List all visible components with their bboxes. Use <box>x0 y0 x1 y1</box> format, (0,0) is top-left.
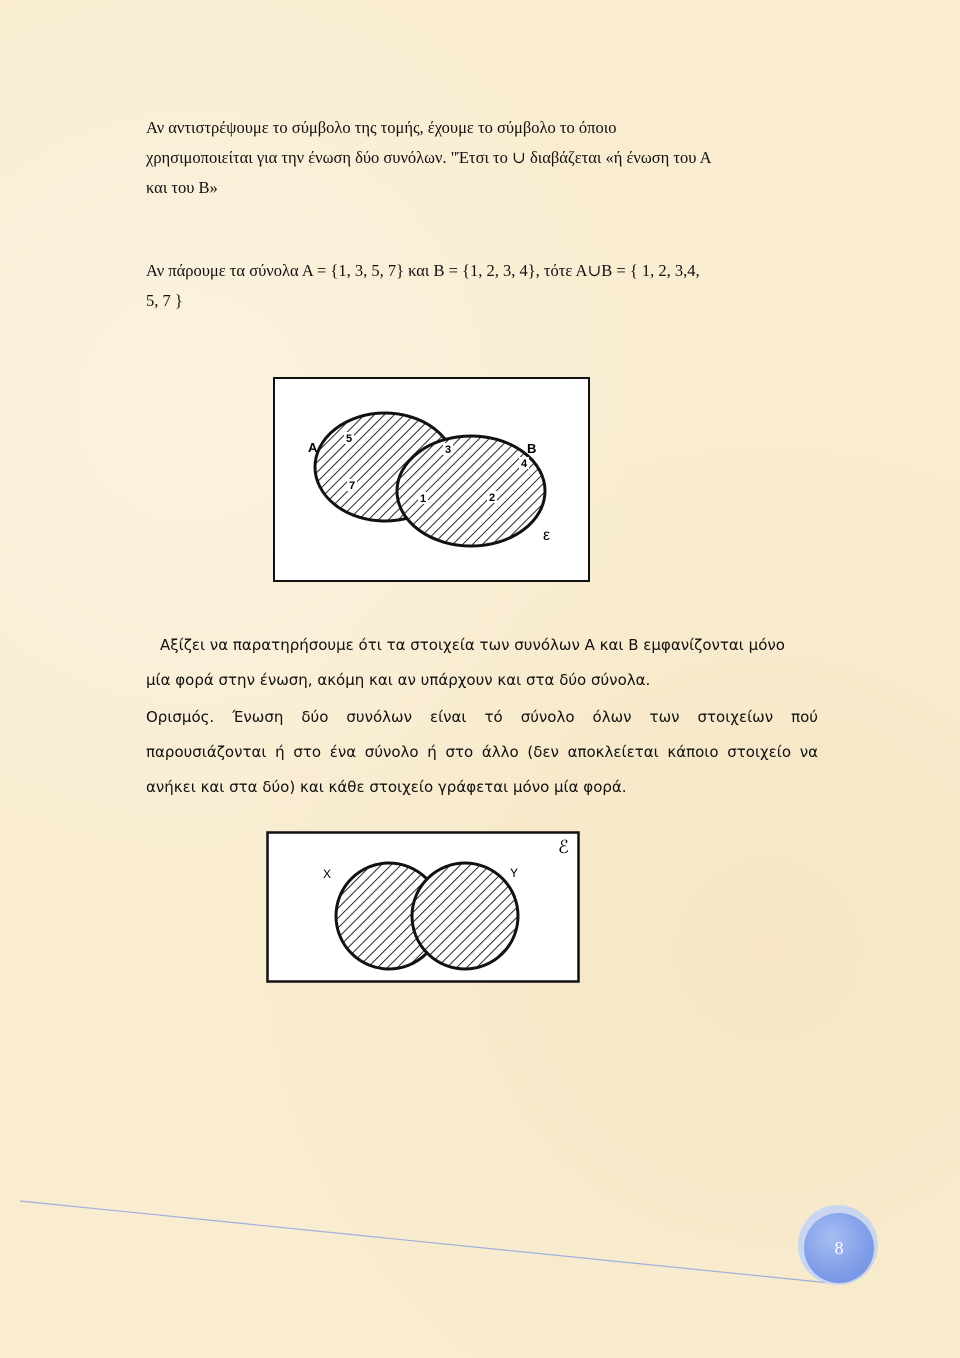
definition-line-3: ανήκει και στα δύο) και κάθε στοιχείο γράφεται μόνο μία φορά. <box>146 778 627 796</box>
definition-line-1: Ορισμός. Ένωση δύο συνόλων είναι τό σύνολο όλων των στοιχείων πού <box>146 708 818 726</box>
element-label: 2 <box>489 492 496 504</box>
set-b-label: B <box>527 441 537 456</box>
set-a-label: A <box>308 440 318 455</box>
intro-paragraph <box>146 113 816 203</box>
intro-line-2: χρησιμοποιείται για την ένωση δύο συνόλων. "Έτσι το ∪ διαβάζεται «ή ένωση του Α <box>146 148 712 167</box>
intro-line-3: και του Β» <box>146 178 218 197</box>
example-paragraph <box>146 256 816 316</box>
observation-line-1: Αξίζει να παρατηρήσουμε ότι τα στοιχεία των συνόλων Α και Β εμφανίζονται μόνο <box>160 636 785 654</box>
example-line-1: Αν πάρουμε τα σύνολα Α = {1, 3, 5, 7} και Β = {1, 2, 3, 4}, τότε Α∪Β = { 1, 2, 3,4, <box>146 261 700 280</box>
set-b-ellipse <box>397 436 545 546</box>
element-label: 3 <box>445 444 452 456</box>
page-number-badge <box>804 1213 874 1283</box>
set-x-label: X <box>323 867 332 881</box>
intro-line-1: Αν αντιστρέψουμε το σύμβολο της τομής, έχουμε το σύμβολο το όποιο <box>146 118 617 137</box>
page-number: 8 <box>834 1237 844 1258</box>
element-label: 7 <box>349 480 356 492</box>
element-label: 4 <box>521 458 528 470</box>
definition-line-2: παρουσιάζονται ή στο ένα σύνολο ή στο άλλο (δεν αποκλείεται κάποιο στοιχείο να <box>146 743 818 761</box>
venn-diagram-x-union-y <box>266 831 580 988</box>
set-y-label: Y <box>510 866 519 880</box>
element-label: 1 <box>420 493 427 505</box>
venn-diagram-a-union-b <box>273 377 591 588</box>
universe-label: ℰ <box>558 837 569 857</box>
set-y-circle <box>412 863 518 969</box>
observation-paragraph <box>146 628 818 698</box>
element-label: 5 <box>346 433 353 445</box>
universe-label: ε <box>543 527 551 544</box>
example-line-2: 5, 7 } <box>146 291 183 310</box>
observation-line-2: μία φορά στην ένωση, ακόμη και αν υπάρχουν και στα δύο σύνολα. <box>146 671 651 689</box>
definition-paragraph <box>146 700 818 805</box>
